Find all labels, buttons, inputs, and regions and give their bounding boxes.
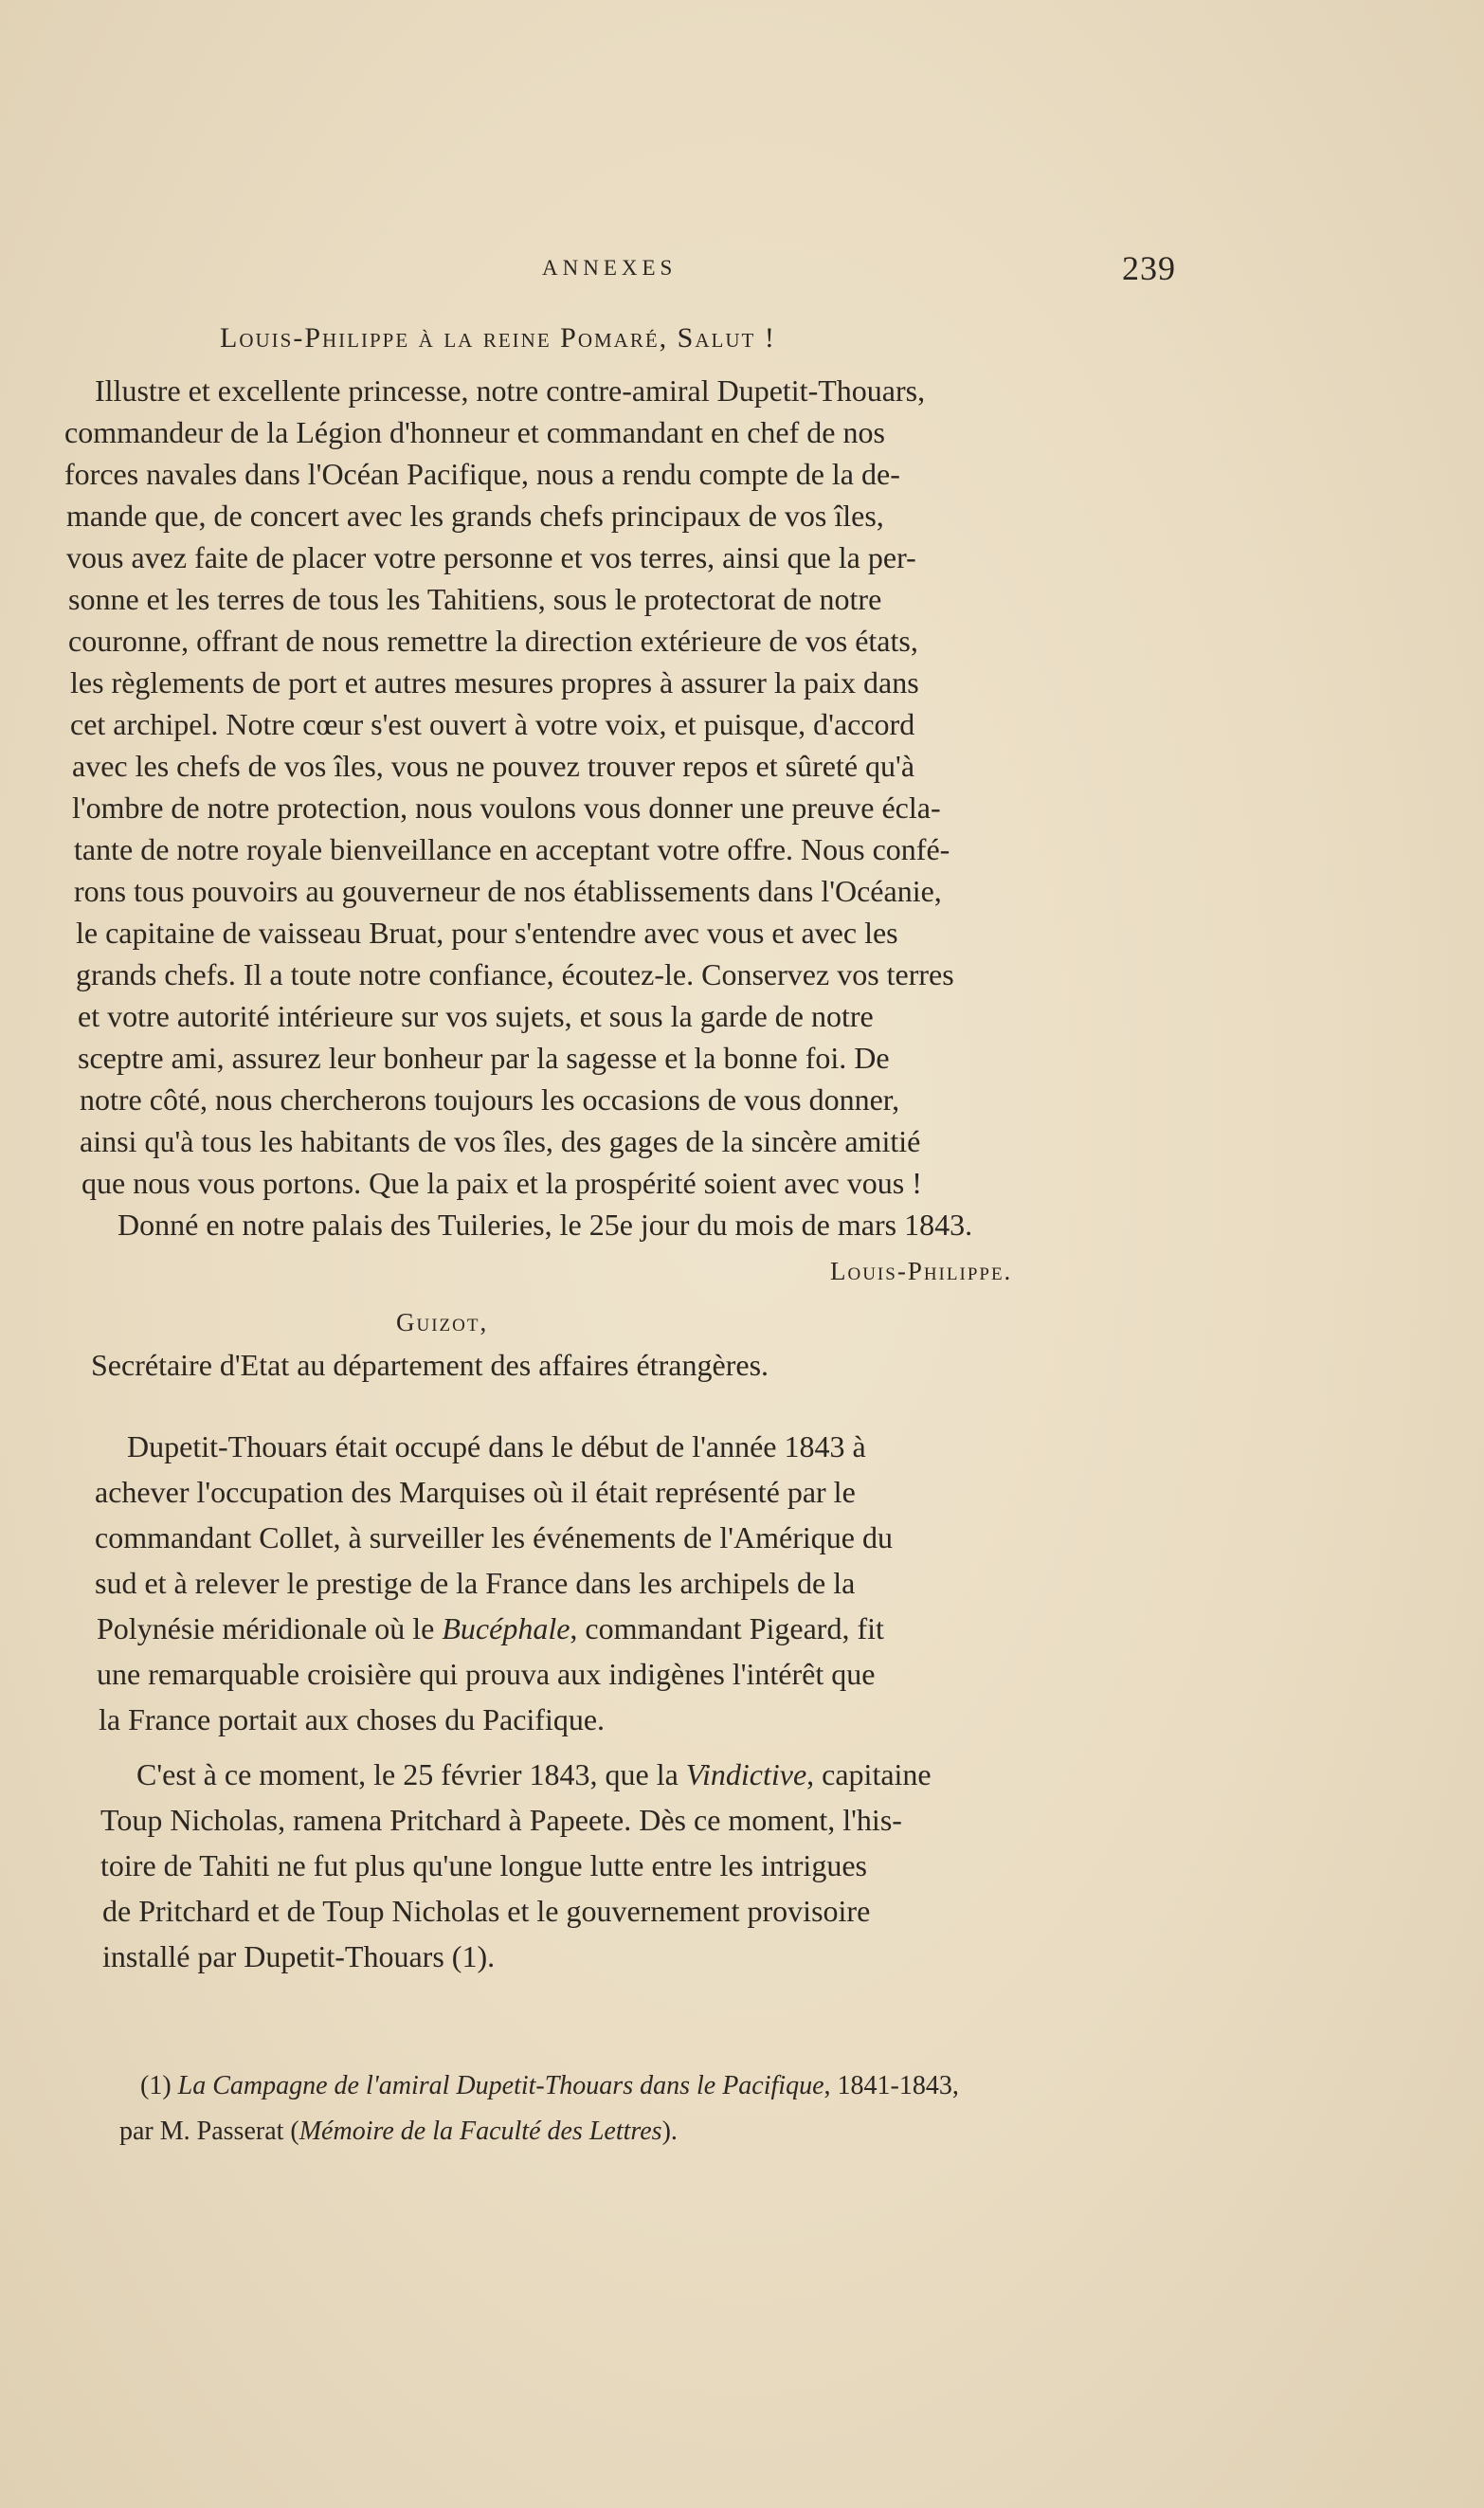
letter-line: cet archipel. Notre cœur s'est ouvert à votre voix, et puisque, d'accord (70, 707, 915, 741)
letter-line: tante de notre royale bienveillance en acceptant votre offre. Nous confé- (74, 832, 950, 866)
letter-line: l'ombre de notre protection, nous voulons vous donner une preuve écla- (72, 791, 941, 825)
running-head: ANNEXES (542, 256, 678, 280)
body-line: toire de Tahiti ne fut plus qu'une longue lutte entre les intrigues (100, 1848, 867, 1882)
footnote-marker: (1) (140, 2071, 178, 2100)
ship-name-vindictive: Vindictive (685, 1757, 807, 1791)
body-text: Polynésie méridionale où le (97, 1611, 443, 1645)
footnote-line (140, 2070, 959, 2102)
body-line: de Pritchard et de Toup Nicholas et le gouvernement provisoire (102, 1894, 871, 1928)
letter-line: avec les chefs de vos îles, vous ne pouvez trouver repos et sûreté qu'à (72, 749, 915, 783)
page-header (0, 248, 1484, 296)
letter-salutation: Louis-Philippe à la reine Pomaré, Salut ! (220, 322, 776, 354)
page-number: 239 (1122, 249, 1176, 287)
body-text: C'est à ce moment, le 25 février 1843, que la (136, 1757, 686, 1791)
letter-line: sceptre ami, assurez leur bonheur par la sagesse et la bonne foi. De (78, 1041, 890, 1075)
body-line: sud et à relever le prestige de la France dans les archipels de la (95, 1566, 856, 1600)
king-signature: Louis-Philippe. (830, 1257, 1013, 1285)
letter-line: mande que, de concert avec les grands chefs principaux de vos îles, (66, 499, 884, 533)
letter-line: notre côté, nous chercherons toujours les occasions de vous donner, (80, 1082, 900, 1117)
footnote-line (119, 2116, 678, 2148)
body-line: Toup Nicholas, ramena Pritchard à Papeete. Dès ce moment, l'his- (100, 1803, 902, 1837)
letter-line: sonne et les terres de tous les Tahitiens, sous le protectorat de notre (68, 582, 882, 616)
footnote-years: , 1841-1843, (823, 2071, 959, 2100)
letter-line: le capitaine de vaisseau Bruat, pour s'entendre avec vous et avec les (76, 916, 898, 950)
letter-line: commandeur de la Légion d'honneur et commandant en chef de nos (64, 415, 885, 449)
body-text: , capitaine (806, 1757, 932, 1791)
minister-signature: Guizot, (396, 1308, 489, 1336)
body-text: , commandant Pigeard, fit (570, 1611, 884, 1645)
body-line (136, 1755, 932, 1793)
letter-dateline: Donné en notre palais des Tuileries, le 25e jour du mois de mars 1843. (118, 1208, 973, 1242)
letter-line: vous avez faite de placer votre personne et vos terres, ainsi que la per- (66, 540, 916, 574)
letter-line: les règlements de port et autres mesures propres à assurer la paix dans (70, 665, 919, 700)
footnote-source: Mémoire de la Faculté des Lettres (299, 2117, 662, 2146)
body-line (97, 1609, 884, 1647)
footnote-close: ). (661, 2117, 678, 2146)
letter-line: Illustre et excellente princesse, notre contre-amiral Dupetit-Thouars, (95, 373, 926, 408)
body-line: la France portait aux choses du Pacifique. (99, 1702, 606, 1736)
letter-line: forces navales dans l'Océan Pacifique, nous a rendu compte de la de- (64, 457, 900, 491)
letter-line: couronne, offrant de nous remettre la direction extérieure de vos états, (68, 624, 918, 658)
body-line: commandant Collet, à surveiller les événements de l'Amérique du (95, 1520, 893, 1554)
footnote-title: La Campagne de l'amiral Dupetit-Thouars dans le Pacifique (177, 2071, 824, 2100)
footnote-author: par M. Passerat ( (119, 2117, 299, 2146)
letter-line: que nous vous portons. Que la paix et la prospérité soient avec vous ! (81, 1166, 922, 1200)
body-line: Dupetit-Thouars était occupé dans le début de l'année 1843 à (127, 1429, 866, 1463)
letter-line: et votre autorité intérieure sur vos sujets, et sous la garde de notre (78, 999, 874, 1033)
letter-line: rons tous pouvoirs au gouverneur de nos établissements dans l'Océanie, (74, 874, 942, 908)
minister-title: Secrétaire d'Etat au département des affaires étrangères. (91, 1348, 769, 1382)
ship-name-bucephale: Bucéphale (442, 1611, 570, 1645)
body-line: une remarquable croisière qui prouva aux indigènes l'intérêt que (97, 1657, 876, 1691)
body-line: installé par Dupetit-Thouars (1). (102, 1939, 496, 1973)
letter-line: ainsi qu'à tous les habitants de vos îles, des gages de la sincère amitié (80, 1124, 921, 1158)
body-line: achever l'occupation des Marquises où il était représenté par le (95, 1475, 856, 1509)
letter-line: grands chefs. Il a toute notre confiance, écoutez-le. Conservez vos terres (76, 957, 954, 991)
